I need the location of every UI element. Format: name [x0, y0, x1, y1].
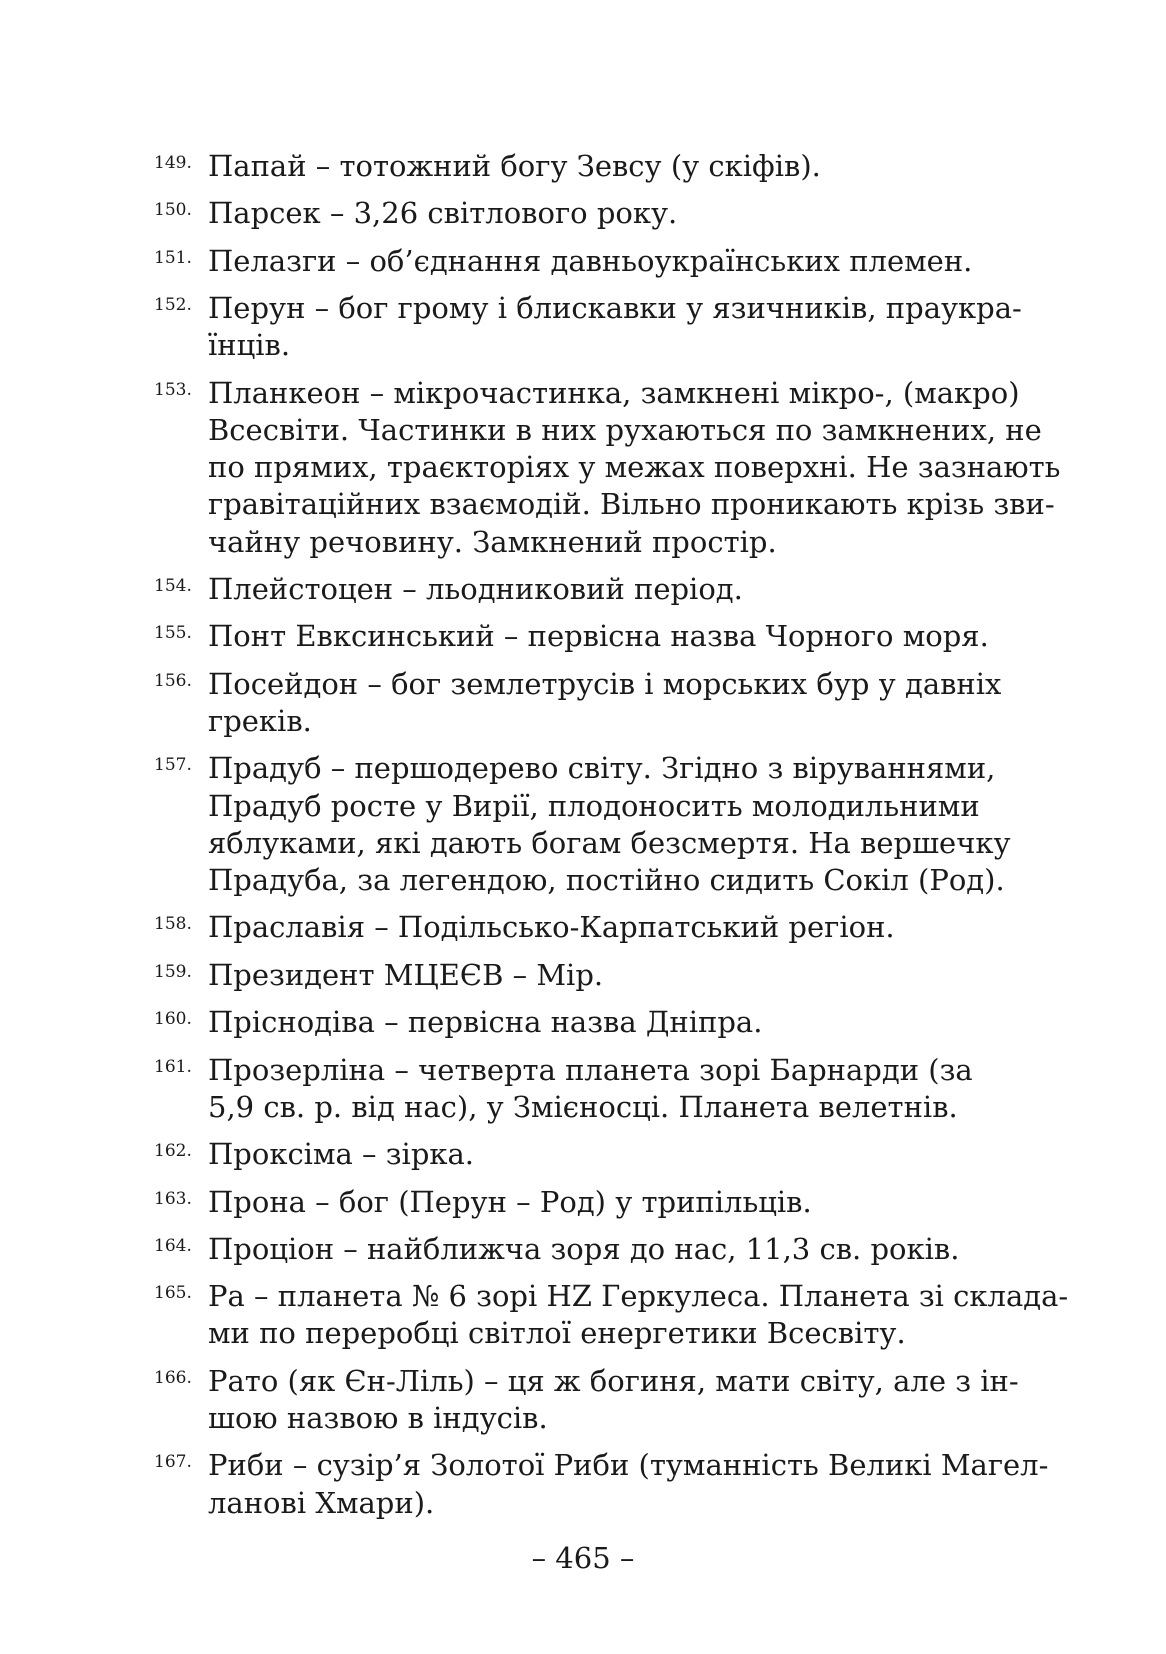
glossary-entry — [154, 243, 973, 280]
glossary-entry — [154, 1363, 1019, 1437]
entry-text — [208, 957, 934, 994]
glossary-entry — [154, 571, 934, 608]
entry-text — [208, 148, 934, 185]
entry-number: 165. — [154, 1283, 192, 1304]
entry-number: 155. — [154, 623, 192, 644]
entry-line: Прона – бог (Перун – Род) у трипільців. — [208, 1184, 812, 1219]
entry-number: 164. — [154, 1235, 192, 1256]
glossary-entry — [154, 1447, 1049, 1521]
entry-line: Понт Евксинський – первісна назва Чорного моря. — [208, 619, 989, 654]
glossary-entry — [154, 1136, 934, 1173]
entry-line: Плейстоцен – льодниковий період. — [208, 571, 743, 606]
glossary-entry — [154, 618, 989, 655]
glossary-entry — [154, 666, 1002, 740]
entry-line: Праславія – Подільсько-Карпатський регіон. — [208, 910, 895, 945]
entry-number: 158. — [154, 914, 192, 935]
glossary-list — [154, 148, 1069, 1532]
entry-line: Посейдон – бог землетрусів і морських бур у давніх — [208, 666, 1002, 701]
entry-number: 161. — [154, 1056, 192, 1077]
entry-number: 166. — [154, 1367, 192, 1388]
glossary-entry — [154, 750, 1011, 899]
entry-text — [208, 290, 1022, 364]
entry-text — [208, 1231, 960, 1268]
entry-line: їнців. — [208, 328, 291, 363]
entry-line: Прозерліна – четверта планета зорі Барнарди (за — [208, 1052, 973, 1087]
entry-line: Пріснодіва – первісна назва Дніпра. — [208, 1005, 763, 1040]
glossary-entry — [154, 909, 934, 946]
entry-number: 153. — [154, 379, 192, 400]
entry-text — [208, 750, 1011, 899]
glossary-entry — [154, 1231, 960, 1268]
entry-number: 154. — [154, 575, 192, 596]
entry-text — [208, 1136, 934, 1173]
page-number: – 465 – — [531, 1541, 635, 1575]
entry-number: 149. — [154, 153, 192, 173]
entry-text — [208, 571, 934, 608]
entry-line: 5,9 св. р. від нас), у Змієносці. Планета велетнів. — [208, 1089, 958, 1124]
entry-line: чайну речовину. Замкнений простір. — [208, 524, 777, 559]
entry-line: греків. — [208, 703, 312, 738]
entry-line: шою назвою в індусів. — [208, 1401, 548, 1436]
entry-line: Папай – тотожний богу Зевсу (у скіфів). — [208, 149, 821, 183]
glossary-entry — [154, 375, 1061, 561]
glossary-entry — [154, 195, 934, 232]
entry-line: гравітаційних взаємодій. Вільно проникають крізь зви- — [208, 487, 1055, 522]
glossary-entry — [154, 1004, 934, 1041]
entry-number: 162. — [154, 1141, 192, 1162]
glossary-entry — [154, 148, 934, 185]
entry-text — [208, 1278, 1069, 1352]
entry-number: 160. — [154, 1009, 192, 1030]
entry-line: Проксіма – зірка. — [208, 1137, 475, 1172]
entry-line: Перун – бог грому і блискавки у язичників, праукра- — [208, 291, 1022, 326]
entry-number: 152. — [154, 295, 192, 316]
entry-text — [208, 1184, 934, 1221]
entry-line: яблуками, які дають богам безсмертя. На вершечку — [208, 825, 1011, 860]
entry-number: 157. — [154, 755, 192, 776]
entry-text — [208, 1363, 1019, 1437]
entry-number: 150. — [154, 200, 192, 221]
entry-line: Прадуба, за легендою, постійно сидить Сокіл (Род). — [208, 862, 1005, 897]
entry-line: Всесвіти. Частинки в них рухаються по замкнених, не — [208, 412, 1042, 447]
entry-text — [208, 909, 934, 946]
entry-line: Пелазги – об’єднання давньоукраїнських племен. — [208, 243, 973, 278]
entry-line: по прямих, траєкторіях у межах поверхні. Не зазнають — [208, 450, 1061, 485]
entry-number: 156. — [154, 670, 192, 691]
entry-line: Планкеон – мікрочастинка, замкнені мікро-, (макро) — [208, 375, 1020, 410]
entry-line: Проціон – найближча зоря до нас, 11,3 св. років. — [208, 1231, 960, 1266]
entry-line: Ра – планета № 6 зорі HZ Геркулеса. Планета зі склада- — [208, 1279, 1069, 1314]
entry-text — [208, 618, 989, 655]
entry-line: Парсек – 3,26 світлового року. — [208, 196, 678, 231]
entry-line: ми по переробці світлої енергетики Всесвіту. — [208, 1316, 906, 1351]
entry-line: Прадуб – першодерево світу. Згідно з віруваннями, — [208, 751, 996, 786]
glossary-entry — [154, 1184, 934, 1221]
entry-number: 167. — [154, 1452, 192, 1473]
entry-number: 159. — [154, 961, 192, 982]
glossary-entry — [154, 1278, 1069, 1352]
entry-line: ланові Хмари). — [208, 1485, 435, 1520]
entry-line: Риби – сузір’я Золотої Риби (туманність Великі Магел- — [208, 1448, 1049, 1483]
entry-line: Президент МЦЕЄВ – Мір. — [208, 957, 604, 992]
entry-text — [208, 1052, 973, 1126]
entry-text — [208, 1447, 1049, 1521]
entry-line: Рато (як Єн-Ліль) – ця ж богиня, мати світу, але з ін- — [208, 1363, 1019, 1398]
entry-text — [208, 375, 1061, 561]
entry-text — [208, 195, 934, 232]
entry-text — [208, 1004, 934, 1041]
entry-number: 163. — [154, 1188, 192, 1209]
entry-number: 151. — [154, 247, 192, 268]
glossary-entry — [154, 1052, 973, 1126]
glossary-entry — [154, 290, 1022, 364]
entry-text — [208, 243, 973, 280]
entry-text — [208, 666, 1002, 740]
entry-line: Прадуб росте у Вирії, плодоносить молодильними — [208, 788, 980, 823]
glossary-entry — [154, 957, 934, 994]
